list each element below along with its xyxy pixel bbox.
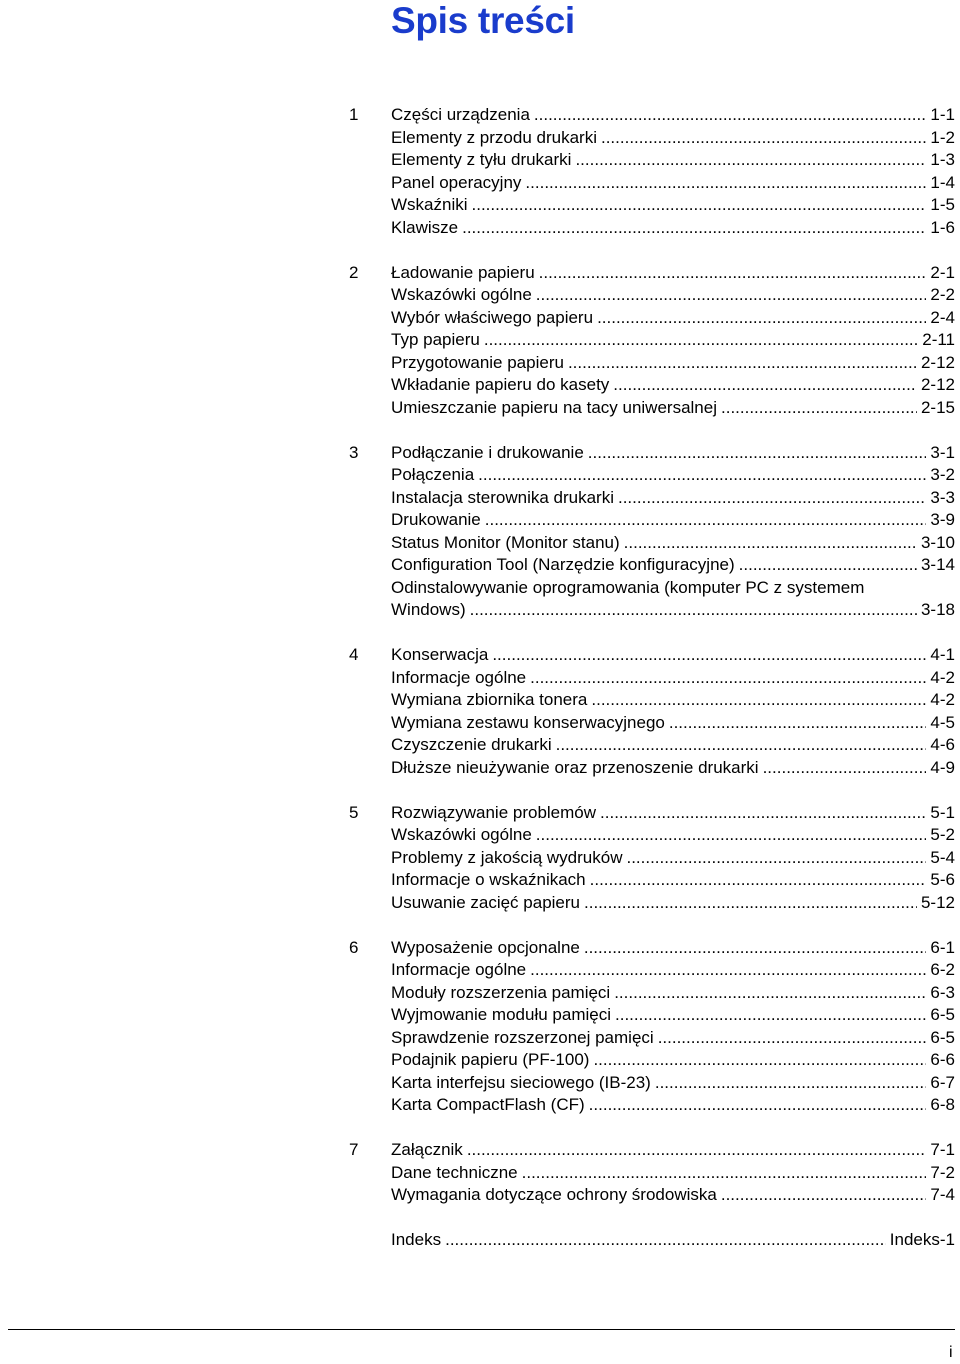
toc-entry[interactable] xyxy=(0,847,960,870)
footer-rule xyxy=(8,1329,955,1330)
toc-entry-label: Windows) xyxy=(391,600,466,619)
toc-entry-page: 2-1 xyxy=(930,262,955,282)
page-title: Spis treści xyxy=(391,0,575,41)
toc-entry-label: Wymiana zbiornika tonera xyxy=(391,690,588,709)
toc-entry-page: 1-3 xyxy=(930,150,955,169)
toc-entry-page: 5-4 xyxy=(930,847,955,867)
table-of-contents xyxy=(0,104,960,1252)
toc-entry-label: Wymiana zestawu konserwacyjnego xyxy=(391,712,665,732)
dot-leader xyxy=(530,667,926,690)
toc-entry-page: 2-4 xyxy=(930,307,955,327)
dot-leader xyxy=(614,982,926,1005)
toc-entry-label: Drukowanie xyxy=(391,510,481,529)
toc-entry-page: 1-2 xyxy=(930,127,955,147)
toc-entry-page: 6-5 xyxy=(930,1027,955,1047)
toc-entry-page: 3-3 xyxy=(930,487,955,507)
toc-entry-label: Typ papieru xyxy=(391,330,480,349)
toc-entry[interactable] xyxy=(0,892,960,915)
chapter-number: 7 xyxy=(349,1140,359,1159)
dot-leader xyxy=(525,172,926,195)
toc-chapter xyxy=(0,104,960,239)
toc-entry-page: 6-2 xyxy=(930,960,955,979)
toc-entry[interactable] xyxy=(0,532,960,555)
toc-entry-page: 3-10 xyxy=(920,532,955,552)
dot-leader xyxy=(492,644,926,667)
toc-entry[interactable] xyxy=(0,509,960,532)
dot-leader xyxy=(534,104,927,127)
dot-leader xyxy=(600,802,926,825)
toc-entry-page: Indeks-1 xyxy=(889,1230,955,1249)
dot-leader xyxy=(470,599,917,622)
toc-entry-label: Czyszczenie drukarki xyxy=(391,735,552,754)
dot-leader xyxy=(613,374,917,397)
dot-leader xyxy=(589,1094,927,1117)
chapter-number: 2 xyxy=(349,262,359,282)
toc-entry-page: 4-2 xyxy=(930,667,955,687)
toc-entry-page: 5-12 xyxy=(920,892,955,912)
toc-entry-label: Elementy z przodu drukarki xyxy=(391,127,597,147)
toc-entry-page: 4-1 xyxy=(930,645,955,664)
toc-entry[interactable] xyxy=(0,757,960,780)
dot-leader xyxy=(530,959,926,982)
toc-entry[interactable] xyxy=(0,442,960,465)
toc-entry-label: Moduły rozszerzenia pamięci xyxy=(391,982,611,1002)
toc-entry-label: Status Monitor (Monitor stanu) xyxy=(391,532,620,552)
toc-entry-label: Konserwacja xyxy=(391,645,489,664)
dot-leader xyxy=(721,1184,927,1207)
toc-entry-page: 6-8 xyxy=(930,1095,955,1114)
toc-entry[interactable] xyxy=(0,104,960,127)
dot-leader xyxy=(478,464,926,487)
dot-leader xyxy=(536,824,927,847)
dot-leader xyxy=(593,1049,926,1072)
dot-leader xyxy=(575,149,926,172)
dot-leader xyxy=(467,1139,927,1162)
toc-entry-label: Klawisze xyxy=(391,217,459,237)
toc-entry[interactable] xyxy=(0,937,960,960)
toc-entry-label: Wkładanie papieru do kasety xyxy=(391,375,610,394)
dot-leader xyxy=(485,509,927,532)
dot-leader xyxy=(669,712,927,735)
toc-chapter xyxy=(0,644,960,779)
toc-chapter xyxy=(0,802,960,915)
toc-entry-continuation[interactable] xyxy=(0,599,960,622)
dot-leader xyxy=(522,1162,927,1185)
toc-entry-page: 6-5 xyxy=(930,1005,955,1024)
toc-entry-label: Wybór właściwego papieru xyxy=(391,307,594,327)
toc-chapter xyxy=(0,1139,960,1207)
dot-leader xyxy=(601,127,926,150)
dot-leader xyxy=(588,442,927,465)
dot-leader xyxy=(584,892,917,915)
toc-entry-label: Indeks xyxy=(391,1230,442,1249)
toc-entry[interactable] xyxy=(0,554,960,577)
dot-leader xyxy=(624,532,917,555)
toc-entry[interactable] xyxy=(0,1139,960,1162)
dot-leader xyxy=(556,734,927,757)
dot-leader xyxy=(597,307,926,330)
toc-entry[interactable] xyxy=(0,284,960,307)
toc-entry[interactable] xyxy=(0,262,960,285)
toc-entry-label: Podłączanie i drukowanie xyxy=(391,442,584,462)
toc-entry[interactable] xyxy=(0,172,960,195)
toc-entry-label: Informacje ogólne xyxy=(391,960,527,979)
dot-leader xyxy=(739,554,917,577)
toc-entry[interactable] xyxy=(0,487,960,510)
chapter-number: 1 xyxy=(349,105,359,124)
toc-entry[interactable] xyxy=(0,127,960,150)
toc-entry-label: Karta interfejsu sieciowego (IB-23) xyxy=(391,1072,651,1092)
chapter-number: 4 xyxy=(349,645,359,664)
toc-entry-label: Załącznik xyxy=(391,1140,463,1159)
dot-leader xyxy=(618,487,926,510)
toc-entry[interactable] xyxy=(0,149,960,172)
toc-entry[interactable] xyxy=(0,712,960,735)
dot-leader xyxy=(763,757,927,780)
toc-entry[interactable] xyxy=(0,397,960,420)
toc-entry-label: Odinstalowywanie oprogramowania (komputer PC z systemem xyxy=(391,577,865,597)
toc-entry-page: 3-2 xyxy=(930,465,955,484)
dot-leader xyxy=(626,847,926,870)
toc-chapter xyxy=(0,442,960,622)
toc-entry-label: Rozwiązywanie problemów xyxy=(391,802,597,822)
toc-entry-label: Informacje o wskaźnikach xyxy=(391,870,586,889)
toc-entry-label: Configuration Tool (Narzędzie konfiguracyjne) xyxy=(391,555,735,574)
toc-entry-label: Dane techniczne xyxy=(391,1162,518,1182)
toc-entry-page: 2-11 xyxy=(922,330,955,349)
toc-entry-page: 4-6 xyxy=(930,735,955,754)
toc-entry[interactable] xyxy=(0,307,960,330)
toc-entry-label: Karta CompactFlash (CF) xyxy=(391,1095,585,1114)
toc-entry[interactable] xyxy=(0,577,960,600)
toc-entry-label: Połączenia xyxy=(391,465,475,484)
toc-entry-label: Instalacja sterownika drukarki xyxy=(391,487,614,507)
toc-entry-page: 2-2 xyxy=(930,285,955,304)
toc-entry[interactable] xyxy=(0,374,960,397)
toc-entry[interactable] xyxy=(0,644,960,667)
toc-entry-page: 3-1 xyxy=(930,442,955,462)
chapter-number: 6 xyxy=(349,937,359,957)
dot-leader xyxy=(536,284,927,307)
toc-entry-page: 6-1 xyxy=(930,937,955,957)
toc-entry[interactable] xyxy=(0,824,960,847)
toc-entry-page: 4-2 xyxy=(930,690,955,709)
toc-entry-label: Wyjmowanie modułu pamięci xyxy=(391,1005,611,1024)
toc-entry[interactable] xyxy=(0,329,960,352)
toc-entry[interactable] xyxy=(0,1072,960,1095)
toc-entry-label: Sprawdzenie rozszerzonej pamięci xyxy=(391,1027,654,1047)
dot-leader xyxy=(658,1027,927,1050)
toc-entry-page: 1-1 xyxy=(930,105,955,124)
toc-entry-label: Przygotowanie papieru xyxy=(391,352,564,372)
toc-entry-label: Elementy z tyłu drukarki xyxy=(391,150,572,169)
toc-entry-label: Części urządzenia xyxy=(391,105,530,124)
toc-entry-page: 5-1 xyxy=(930,802,955,822)
toc-entry-page: 1-6 xyxy=(930,217,955,237)
toc-entry-page: 1-4 xyxy=(930,172,955,192)
toc-entry-page: 7-2 xyxy=(930,1162,955,1182)
toc-entry[interactable] xyxy=(0,982,960,1005)
toc-entry[interactable] xyxy=(0,959,960,982)
toc-entry-page: 1-5 xyxy=(930,195,955,214)
toc-entry-page: 6-7 xyxy=(930,1072,955,1092)
dot-leader xyxy=(568,352,917,375)
toc-entry-page: 2-12 xyxy=(920,375,955,394)
dot-leader xyxy=(721,397,917,420)
toc-entry[interactable] xyxy=(0,217,960,240)
toc-entry-label: Usuwanie zacięć papieru xyxy=(391,892,580,912)
toc-entry[interactable] xyxy=(0,1027,960,1050)
page-number: i xyxy=(949,1344,953,1361)
toc-entry-page: 4-9 xyxy=(930,757,955,777)
toc-entry-page: 5-6 xyxy=(930,870,955,889)
dot-leader xyxy=(472,194,927,217)
toc-entry-page: 3-9 xyxy=(930,510,955,529)
toc-entry-label: Wskazówki ogólne xyxy=(391,285,532,304)
toc-entry-label: Problemy z jakością wydruków xyxy=(391,847,623,867)
toc-entry[interactable] xyxy=(0,194,960,217)
toc-entry[interactable] xyxy=(0,352,960,375)
toc-entry[interactable] xyxy=(0,1004,960,1027)
toc-entry[interactable] xyxy=(0,1184,960,1207)
toc-entry-page: 6-3 xyxy=(930,982,955,1002)
chapter-number: 3 xyxy=(349,442,359,462)
toc-entry[interactable] xyxy=(0,869,960,892)
dot-leader xyxy=(655,1072,927,1095)
toc-entry-label: Wymagania dotyczące ochrony środowiska xyxy=(391,1185,717,1204)
toc-entry-page: 3-18 xyxy=(920,600,955,619)
toc-entry[interactable] xyxy=(0,1229,960,1252)
toc-chapter xyxy=(0,937,960,1117)
toc-entry-label: Wskazówki ogólne xyxy=(391,825,532,844)
toc-entry-label: Dłuższe nieużywanie oraz przenoszenie drukarki xyxy=(391,757,759,777)
toc-entry[interactable] xyxy=(0,802,960,825)
toc-chapter xyxy=(0,262,960,420)
toc-chapter xyxy=(0,1229,960,1252)
toc-entry-page: 2-15 xyxy=(920,397,955,417)
dot-leader xyxy=(591,689,926,712)
toc-entry-label: Informacje ogólne xyxy=(391,667,527,687)
toc-entry-label: Ładowanie papieru xyxy=(391,262,535,282)
dot-leader xyxy=(484,329,918,352)
toc-entry[interactable] xyxy=(0,1049,960,1072)
toc-entry-page: 3-14 xyxy=(920,555,955,574)
dot-leader xyxy=(584,937,927,960)
chapter-number: 5 xyxy=(349,802,359,822)
toc-entry-page: 4-5 xyxy=(930,712,955,732)
toc-entry[interactable] xyxy=(0,734,960,757)
toc-entry-label: Podajnik papieru (PF-100) xyxy=(391,1050,590,1069)
toc-entry-page: 2-12 xyxy=(920,352,955,372)
toc-entry-page: 7-4 xyxy=(930,1185,955,1204)
dot-leader xyxy=(615,1004,926,1027)
toc-entry-label: Wyposażenie opcjonalne xyxy=(391,937,580,957)
toc-entry-label: Panel operacyjny xyxy=(391,172,522,192)
toc-entry[interactable] xyxy=(0,667,960,690)
toc-entry[interactable] xyxy=(0,1094,960,1117)
toc-entry[interactable] xyxy=(0,689,960,712)
dot-leader xyxy=(590,869,927,892)
toc-entry[interactable] xyxy=(0,464,960,487)
toc-entry[interactable] xyxy=(0,1162,960,1185)
toc-entry-label: Wskaźniki xyxy=(391,195,468,214)
dot-leader xyxy=(445,1229,886,1252)
toc-entry-page: 6-6 xyxy=(930,1050,955,1069)
toc-entry-page: 5-2 xyxy=(930,825,955,844)
dot-leader xyxy=(462,217,926,240)
toc-entry-label: Umieszczanie papieru na tacy uniwersalnej xyxy=(391,397,717,417)
dot-leader xyxy=(539,262,927,285)
toc-entry-page: 7-1 xyxy=(930,1140,955,1159)
